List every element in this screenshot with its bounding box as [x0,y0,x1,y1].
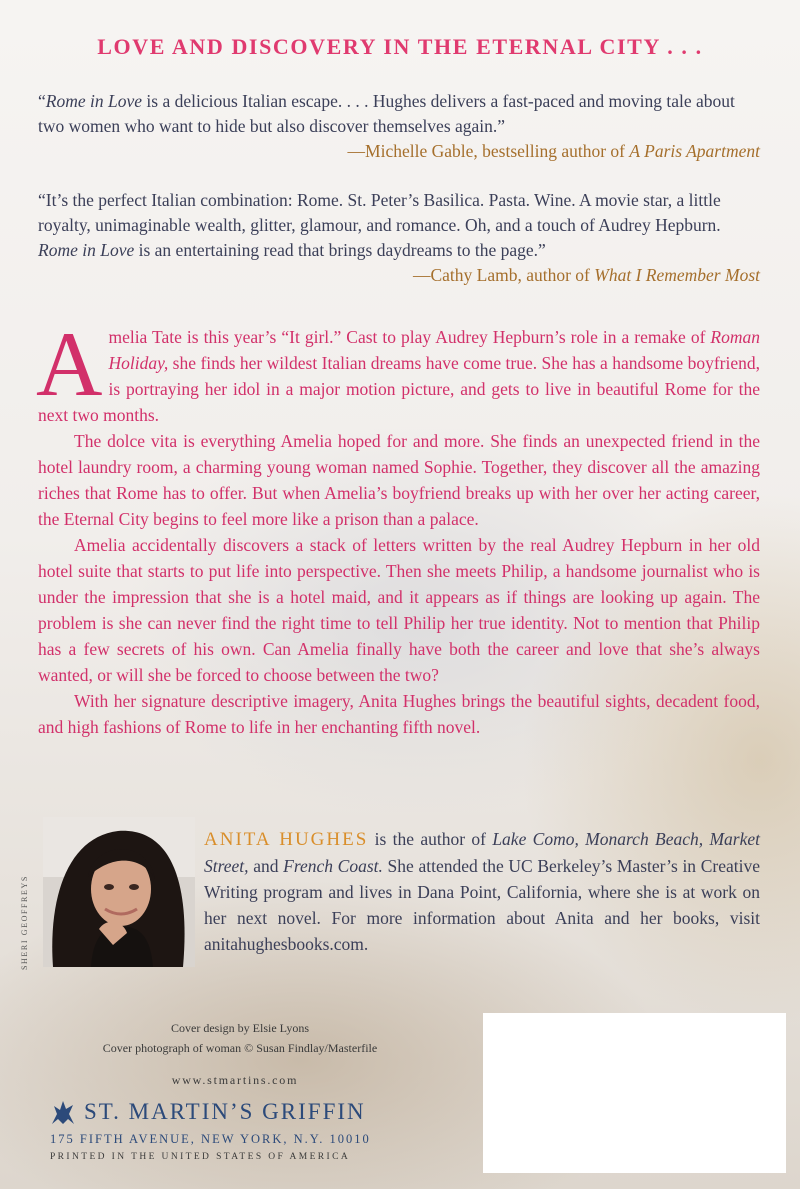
cover-photo-credit: Cover photograph of woman © Susan Findlay/Masterfile [102,1041,378,1055]
description-paragraph: With her signature descriptive imagery, Anita Hughes brings the beautiful sights, decadent food, and high fashions of Rome to life in her enchanting fifth novel. [38,691,760,737]
attribution-name: —Michelle Gable, bestselling author of [347,141,630,161]
quote-book-title: Rome in Love [45,91,143,111]
bio-text: She attended the UC Berkeley’s Master’s in Creative Writing program and lives in Dana Point, California, where she is at work on her next novel. For more information about Anita and her books, visit anitahughesbooks.com. [204,856,760,954]
quote-text [38,89,760,139]
description-paragraph [36,313,760,428]
publisher-name: ST. MARTIN’S GRIFFIN [84,1099,366,1124]
barcode-area [483,1013,786,1173]
attribution-name: —Cathy Lamb, author of [412,265,595,285]
description-title: Roman Holiday, [108,327,760,373]
griffin-logo-icon [48,1097,78,1127]
attribution-book: What I Remember Most [594,265,760,285]
cover-design-credit: Cover design by Elsie Lyons [171,1021,309,1035]
publisher-address: 175 FIFTH AVENUE, NEW YORK, N.Y. 10010 [50,1132,371,1146]
bio-text: and [248,856,284,876]
author-name: ANITA HUGHES [204,829,369,850]
quote-text [38,188,760,263]
description-paragraph: Amelia accidentally discovers a stack of letters written by the real Audrey Hepburn in her old hotel suite that starts to put life into perspective. Then she meets Philip, a handsome journalist who is under the impression that she is a hotel maid, and it appears as if things are looking up again. The problem is she can never find the right time to tell Philip her true identity. Not to mention that Philip has a few secrets of his own. Can Amelia finally have both the career and love that she’s always wanted, or will she be forced to choose between the two? [38,535,760,685]
quote-book-title: Rome in Love [38,240,135,260]
book-description [36,313,760,740]
printed-in: PRINTED IN THE UNITED STATES OF AMERICA [50,1152,351,1162]
headline: LOVE AND DISCOVERY IN THE ETERNAL CITY . . . [97,34,703,59]
attribution-book: A Paris Apartment [629,141,760,161]
quote-attribution [38,263,760,288]
quote-body-end: is an entertaining read that brings daydreams to the page.” [134,240,546,260]
bio-books: Lake Como, Monarch Beach, Market Street, [204,829,760,876]
description-text: she finds her wildest Italian dreams have come true. She has a handsome boyfriend, is portraying her idol in a major motion picture, and gets to live in beautiful Rome for the next two months. [38,353,760,425]
review-quote-gable [38,89,760,164]
publisher-website: www.stmartins.com [171,1073,299,1087]
quote-attribution [38,139,760,164]
photo-credit-text: SHERI GEOFFREYS [20,875,29,970]
drop-cap: A [36,313,103,415]
quote-body: “It’s the perfect Italian combination: Rome. St. Peter’s Basilica. Pasta. Wine. A movie star, a little royalty, unimaginable wealth, glitter, glamour, and romance. Oh, and a touch of Audrey Hepburn. [38,190,721,235]
publisher-imprint [48,1097,366,1127]
bio-text: is the author of [368,829,493,849]
photo-credit [20,850,32,970]
quote-open-mark: “ [38,91,46,111]
author-bio [204,826,760,957]
bio-books: French Coast. [283,856,383,876]
description-text: melia Tate is this year’s “It girl.” Cast to play Audrey Hepburn’s role in a remake of [108,327,711,347]
quote-body: is a delicious Italian escape. . . . Hughes delivers a fast-paced and moving tale about two women who want to hide but also discover themselves again.” [38,91,735,136]
description-paragraph: The dolce vita is everything Amelia hoped for and more. She finds an unexpected friend in the hotel laundry room, a charming young woman named Sophie. Together, they discover all the amazing riches that Rome has to offer. But when Amelia’s boyfriend breaks up with her over her acting career, the Eternal City begins to feel more like a prison than a palace. [38,431,760,529]
review-quote-lamb [38,188,760,288]
author-photo [43,817,195,967]
